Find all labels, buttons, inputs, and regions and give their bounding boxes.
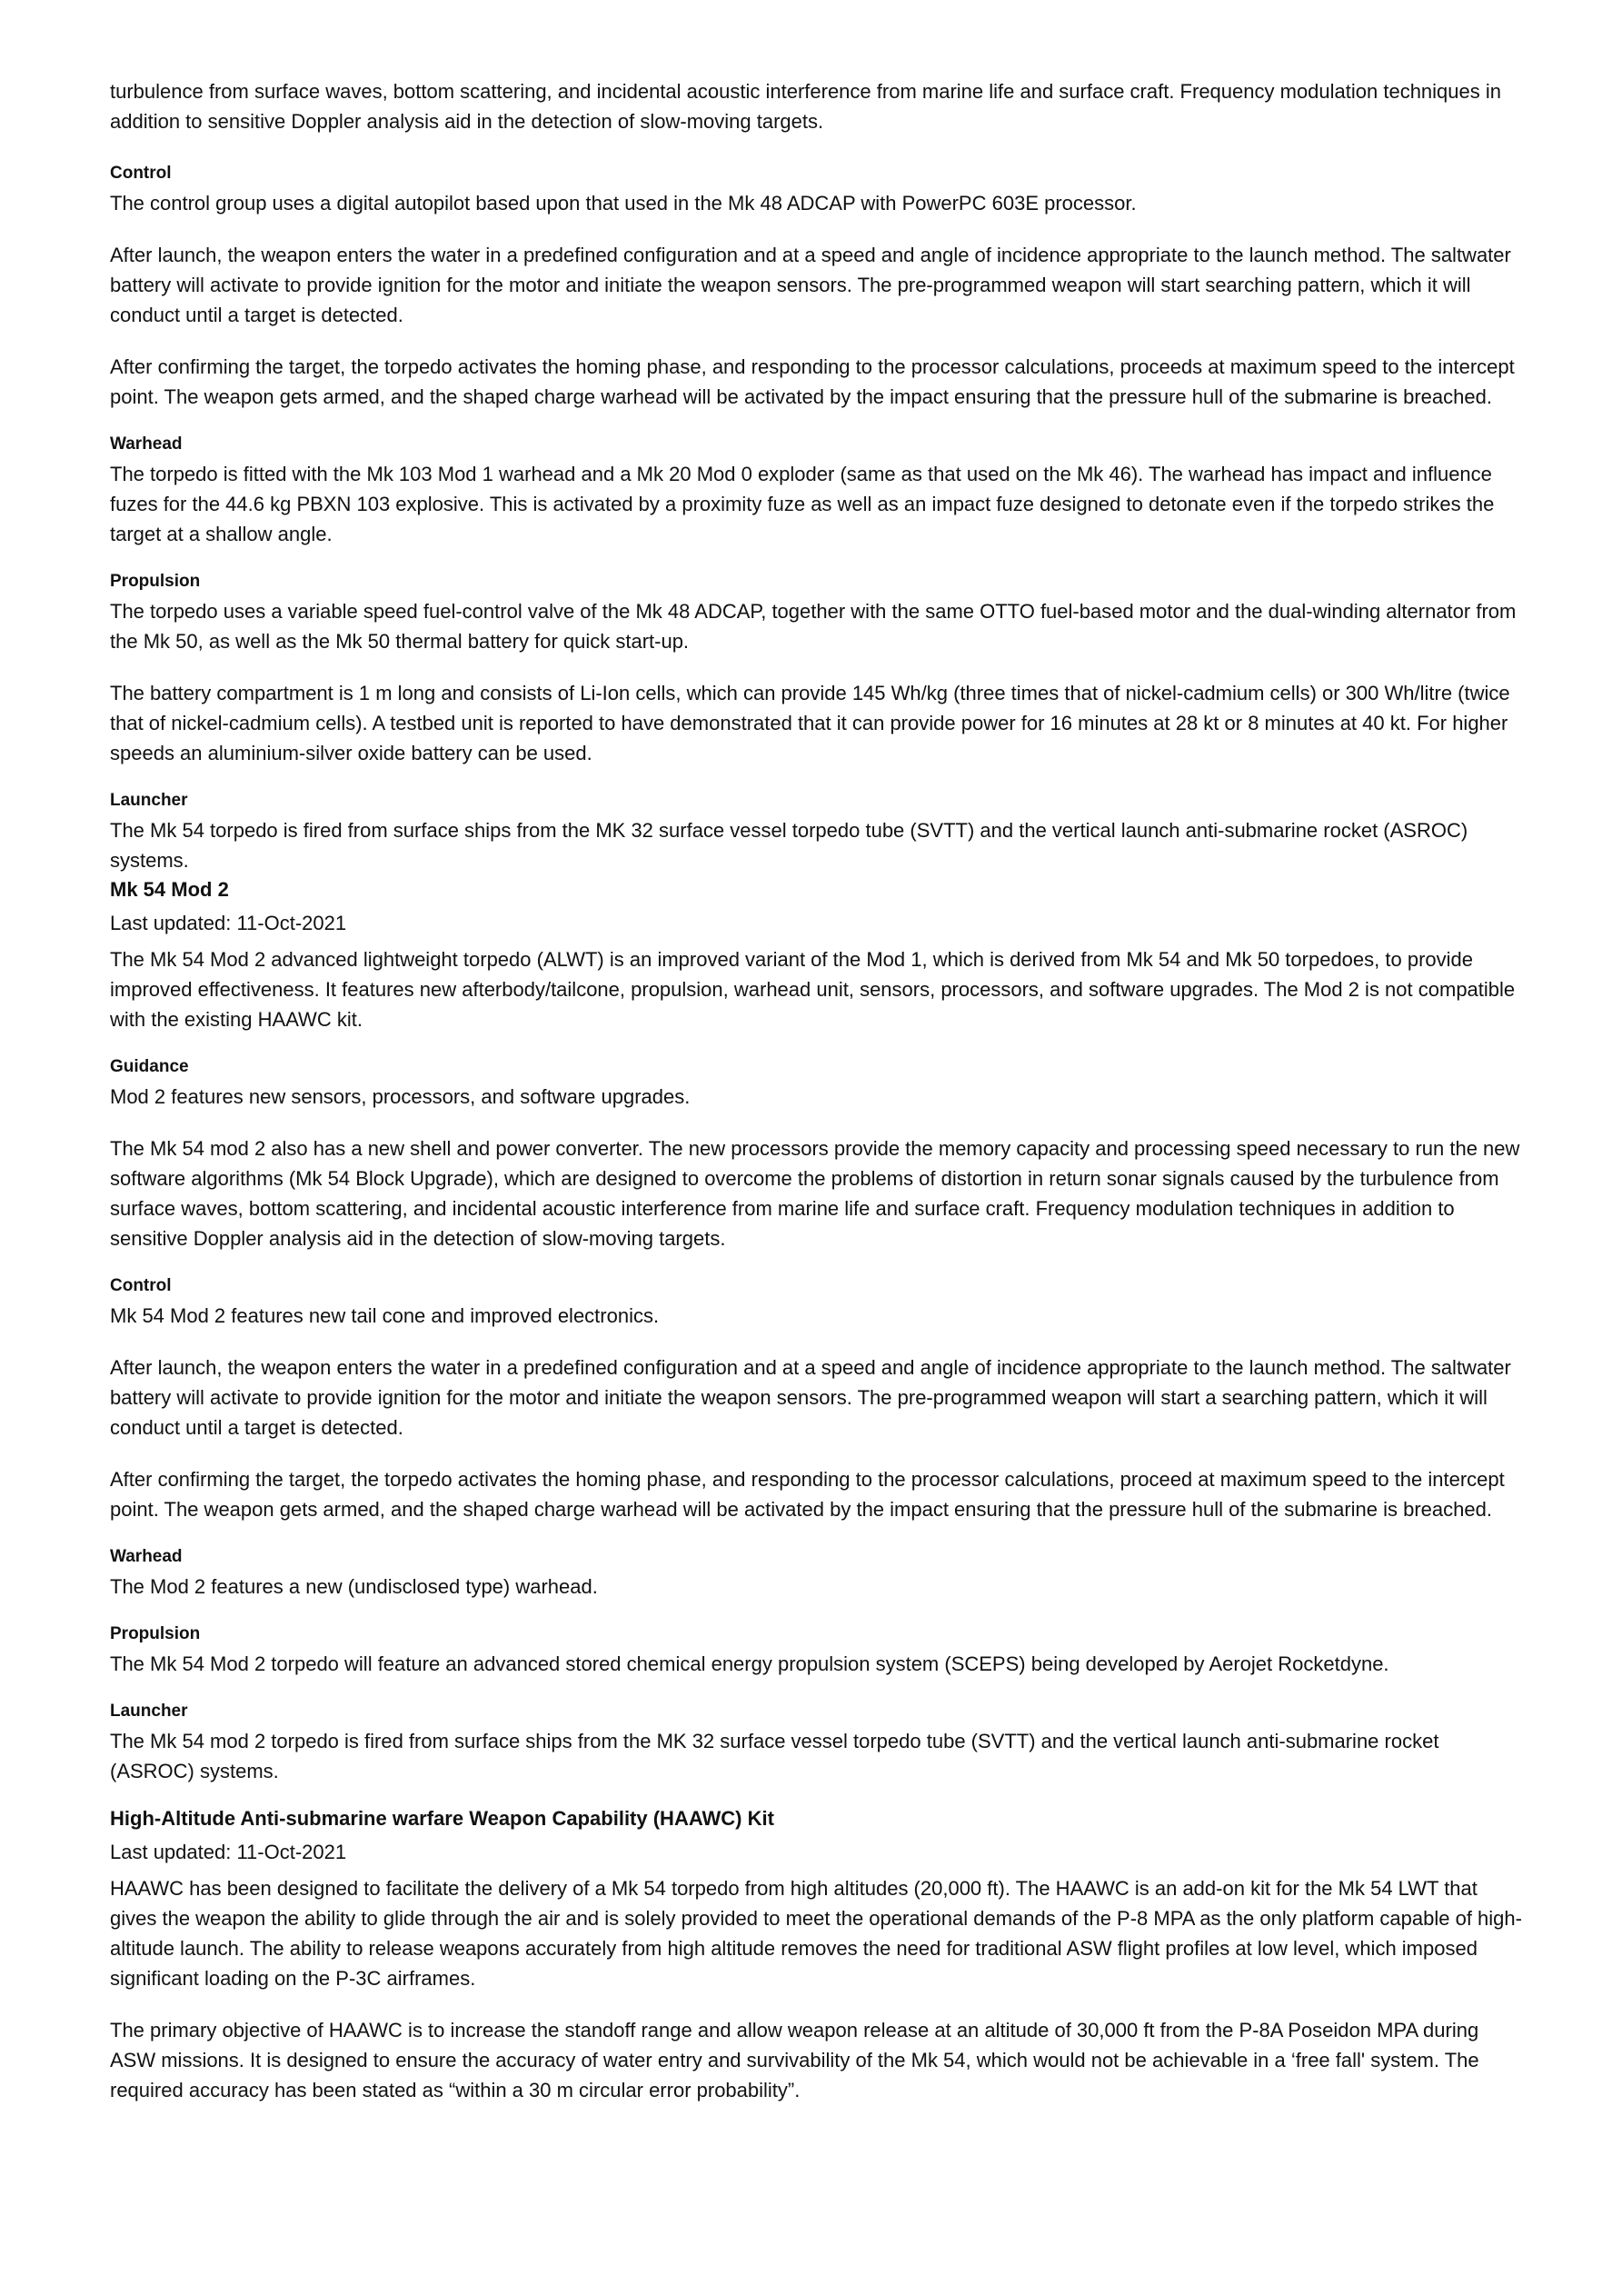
last-updated: Last updated: 11-Oct-2021 xyxy=(110,1841,347,1863)
section-heading: Control xyxy=(110,164,172,183)
paragraph: After confirming the target, the torpedo activates the homing phase, and responding to the processor calculations, proceed at maximum speed to the intercept point. The weapon gets armed, and the shaped charge warhead will be activated by the impact ensuring that the pressure hull of the submarine is breached. xyxy=(110,1468,1505,1521)
section-title: Mk 54 Mod 2 xyxy=(110,878,229,901)
last-updated: Last updated: 11-Oct-2021 xyxy=(110,912,347,934)
paragraph: After confirming the target, the torpedo activates the homing phase, and responding to the processor calculations, proceeds at maximum speed to the intercept point. The weapon gets armed, and the shaped charge warhead will be activated by the impact ensuring that the pressure hull of the submarine is breached. xyxy=(110,355,1515,408)
section-heading: Guidance xyxy=(110,1057,189,1076)
paragraph: After launch, the weapon enters the water in a predefined configuration and at a speed and angle of incidence appropriate to the launch method. The saltwater battery will activate to provide ignition for the motor and initiate the weapon sensors. The pre-programmed weapon will start searching pattern, which it will conduct until a target is detected. xyxy=(110,244,1511,326)
paragraph: The battery compartment is 1 m long and consists of Li-Ion cells, which can provide 145 Wh/kg (three times that of nickel-cadmium cells) or 300 Wh/litre (twice that of nickel-cadmium cells). A testbed unit is reported to have demonstrated that it can provide power for 16 minutes at 28 kt or 8 minutes at 40 kt. For higher speeds an aluminium-silver oxide battery can be used. xyxy=(110,682,1510,764)
paragraph: The torpedo uses a variable speed fuel-control valve of the Mk 48 ADCAP, together with the same OTTO fuel-based motor and the dual-winding alternator from the Mk 50, as well as the Mk 50 thermal battery for quick start-up. xyxy=(110,600,1517,653)
section-heading: Control xyxy=(110,1276,172,1295)
haawc-section xyxy=(110,1804,1527,2105)
section-heading: Propulsion xyxy=(110,572,201,591)
paragraph: The Mod 2 features a new (undisclosed type) warhead. xyxy=(110,1575,598,1598)
section-heading: Launcher xyxy=(110,791,188,810)
paragraph: Mod 2 features new sensors, processors, and software upgrades. xyxy=(110,1085,691,1108)
paragraph: The primary objective of HAAWC is to increase the standoff range and allow weapon release at an altitude of 30,000 ft from the P-8A Poseidon MPA during ASW missions. It is designed to ensure the accuracy of water entry and survivability of the Mk 54, which would not be achievable in a ‘free fall' system. The required accuracy has been stated as “within a 30 m circular error probability”. xyxy=(110,2019,1479,2101)
paragraph: The Mk 54 mod 2 torpedo is fired from surface ships from the MK 32 surface vessel torpedo tube (SVTT) and the vertical launch anti-submarine rocket (ASROC) systems. xyxy=(110,1730,1439,1782)
section-title: High-Altitude Anti-submarine warfare Weapon Capability (HAAWC) Kit xyxy=(110,1807,774,1830)
paragraph: After launch, the weapon enters the water in a predefined configuration and at a speed and angle of incidence appropriate to the launch method. The saltwater battery will activate to provide ignition for the motor and initiate the weapon sensors. The pre-programmed weapon will start a searching pattern, which it will conduct until a target is detected. xyxy=(110,1356,1511,1439)
section-heading: Launcher xyxy=(110,1702,188,1721)
paragraph: The control group uses a digital autopilot based upon that used in the Mk 48 ADCAP with PowerPC 603E processor. xyxy=(110,192,1137,215)
document-page xyxy=(110,0,1527,2105)
paragraph: The Mk 54 torpedo is fired from surface ships from the MK 32 surface vessel torpedo tube (SVTT) and the vertical launch anti-submarine rocket (ASROC) systems. xyxy=(110,819,1468,872)
mod1-control-section xyxy=(110,163,1527,412)
paragraph: Mk 54 Mod 2 features new tail cone and improved electronics. xyxy=(110,1304,660,1327)
paragraph: The torpedo is fitted with the Mk 103 Mod 1 warhead and a Mk 20 Mod 0 exploder (same as that used on the Mk 46). The warhead has impact and influence fuzes for the 44.6 kg PBXN 103 explosive. This is activated by a proximity fuze as well as an impact fuze designed to detonate even if the torpedo strikes the target at a shallow angle. xyxy=(110,463,1495,545)
mod2-section xyxy=(110,875,1527,1786)
section-heading: Warhead xyxy=(110,434,183,454)
paragraph: HAAWC has been designed to facilitate the delivery of a Mk 54 torpedo from high altitudes (20,000 ft). The HAAWC is an add-on kit for the Mk 54 LWT that gives the weapon the ability to glide through the air and is solely provided to meet the operational demands of the P-8 MPA as the only platform capable of high-altitude launch. The ability to release weapons accurately from high altitude removes the need for traditional ASW flight profiles at low level, which imposed significant loading on the P-3C airframes. xyxy=(110,1877,1522,1990)
intro-continuation: turbulence from surface waves, bottom scattering, and incidental acoustic interference from marine life and surface craft. Frequency modulation techniques in addition to sensitive Doppler analysis aid in the detection of slow-moving targets. xyxy=(110,80,1501,133)
section-heading: Warhead xyxy=(110,1547,183,1566)
paragraph: The Mk 54 mod 2 also has a new shell and power converter. The new processors provide the memory capacity and processing speed necessary to run the new software algorithms (Mk 54 Block Upgrade), which are designed to overcome the problems of distortion in return sonar signals caused by the turbulence from surface waves, bottom scattering, and incidental acoustic interference from marine life and surface craft. Frequency modulation techniques in addition to sensitive Doppler analysis aid in the detection of slow-moving targets. xyxy=(110,1137,1520,1250)
mod1-warhead-section xyxy=(110,434,1527,549)
mod1-propulsion-section xyxy=(110,571,1527,768)
paragraph: The Mk 54 Mod 2 advanced lightweight torpedo (ALWT) is an improved variant of the Mod 1, which is derived from Mk 54 and Mk 50 torpedoes, to provide improved effectiveness. It features new afterbody/tailcone, propulsion, warhead unit, sensors, processors, and software upgrades. The Mod 2 is not compatible with the existing HAAWC kit. xyxy=(110,948,1516,1031)
section-heading: Propulsion xyxy=(110,1624,201,1643)
paragraph: The Mk 54 Mod 2 torpedo will feature an advanced stored chemical energy propulsion system (SCEPS) being developed by Aerojet Rocketdyne. xyxy=(110,1652,1389,1675)
mod1-launcher-section xyxy=(110,790,1527,875)
